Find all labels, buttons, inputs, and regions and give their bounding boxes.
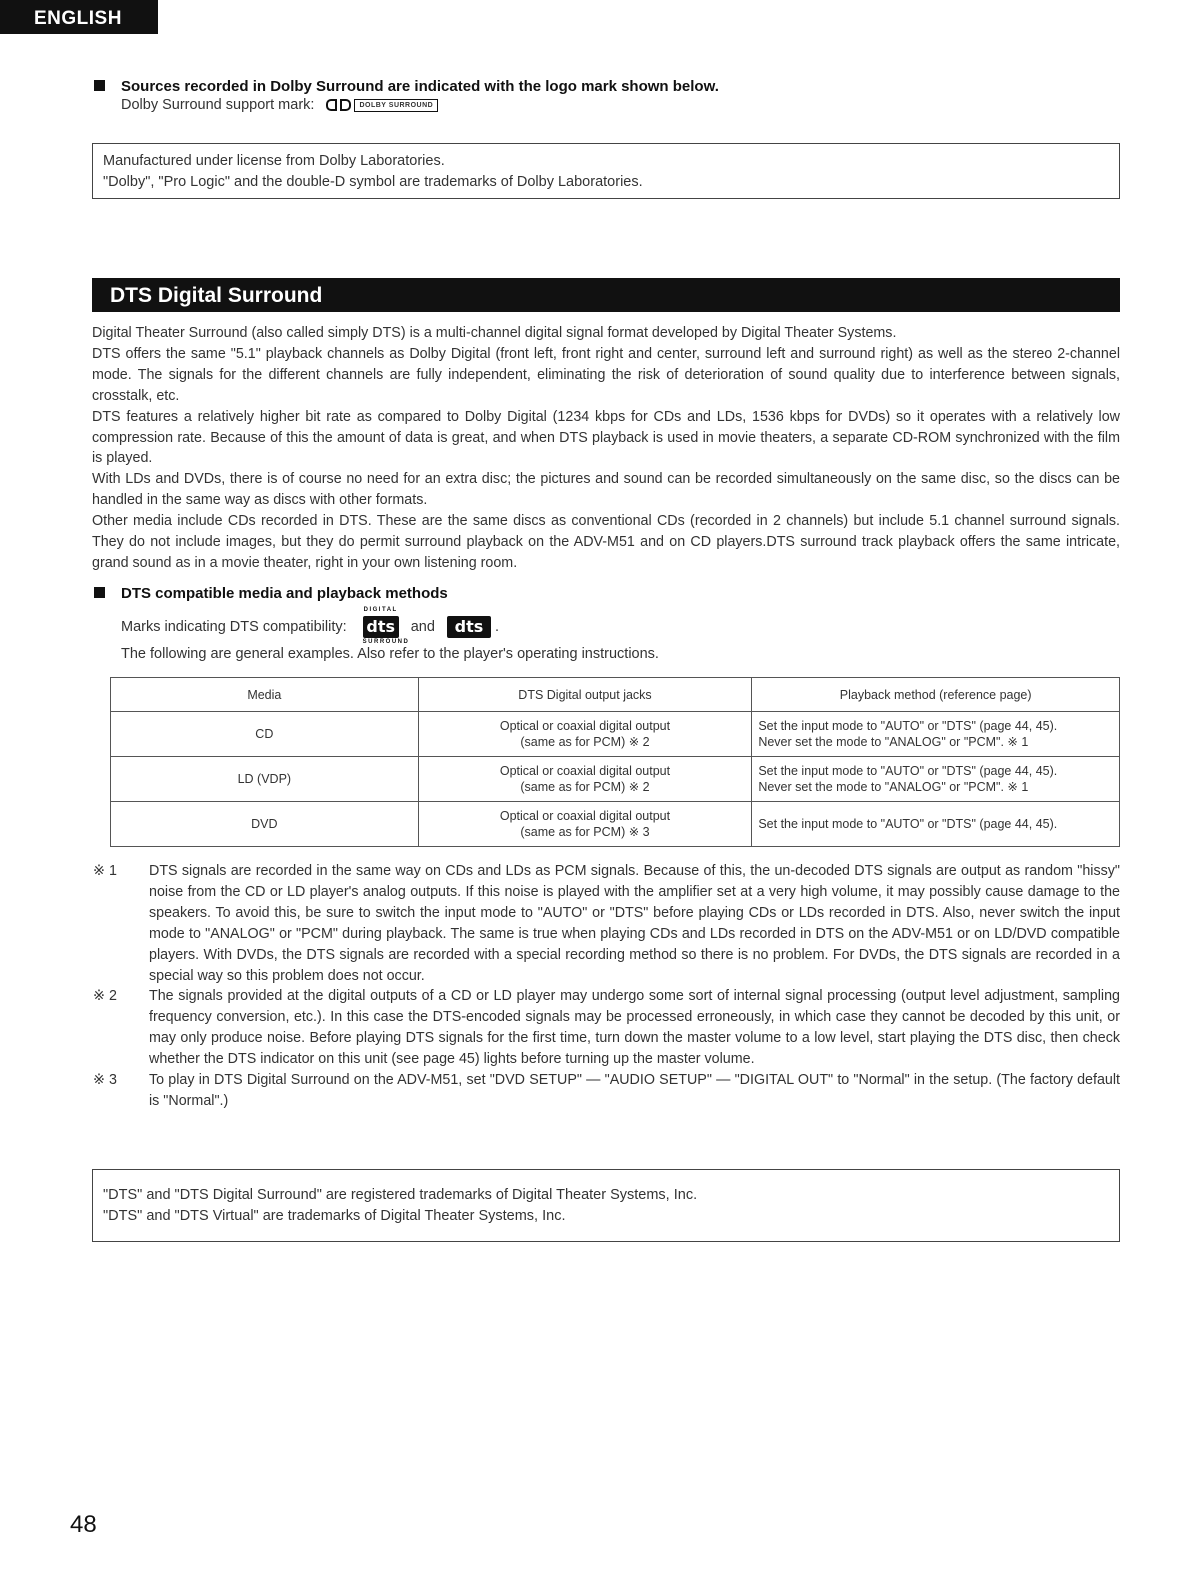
- dts-trademark-line: "DTS" and "DTS Digital Surround" are registered trademarks of Digital Theater Systems, Inc.: [103, 1187, 698, 1203]
- dolby-logo-text: DOLBY SURROUND: [354, 99, 438, 112]
- dts-digital-surround-logo-icon: [362, 607, 410, 645]
- note-text: To play in DTS Digital Surround on the ADV-M51, set "DVD SETUP" — "AUDIO SETUP" — "DIGITAL OUT" to "Normal" in the setup. (The factory default is "Normal".): [149, 1072, 1120, 1109]
- page-number: 48: [70, 1511, 97, 1538]
- note-mark: ※ 3: [93, 1072, 117, 1089]
- note-item: [93, 1070, 1120, 1112]
- media-cell: CD: [111, 712, 419, 757]
- dts-media-table: [110, 677, 1120, 847]
- note-mark: ※ 1: [93, 863, 117, 879]
- dts-examples-note: The following are general examples. Also refer to the player's operating instructions.: [121, 646, 659, 662]
- bullet-square-icon: [94, 587, 105, 598]
- jacks-cell: Optical or coaxial digital output (same as for PCM) ※ 3: [418, 802, 752, 847]
- dts-trademark-line: "DTS" and "DTS Virtual" are trademarks of Digital Theater Systems, Inc.: [103, 1208, 566, 1224]
- dts-logo-text: dts: [363, 616, 399, 638]
- dolby-support-label: Dolby Surround support mark:: [121, 97, 315, 113]
- dolby-license-box: [92, 143, 1120, 199]
- dts-marks-end: .: [494, 618, 499, 635]
- dts-paragraph: Digital Theater Surround (also called simply DTS) is a multi-channel digital signal format developed by Digital Theater Systems.: [92, 325, 897, 341]
- playback-cell: Set the input mode to "AUTO" or "DTS" (page 44, 45).: [752, 802, 1120, 847]
- table-header-cell: Media: [111, 678, 419, 712]
- table-header-cell: Playback method (reference page): [752, 678, 1120, 712]
- dts-paragraph: Other media include CDs recorded in DTS. These are the same discs as conventional CDs (recorded in 2 channels) but include 5.1 channel surround signals. They do not include images, but they do permit surround playback on the ADV-M51 and on CD players.DTS surround track playback offers the same intricate, grand sound as in a movie theater, right in your own listening room.: [92, 513, 1120, 571]
- table-row: [111, 802, 1120, 847]
- jacks-cell: Optical or coaxial digital output (same as for PCM) ※ 2: [418, 757, 752, 802]
- dts-compat-heading-text: DTS compatible media and playback methods: [121, 585, 448, 602]
- dts-marks-and: and: [410, 618, 435, 635]
- table-row: [111, 712, 1120, 757]
- playback-cell: Set the input mode to "AUTO" or "DTS" (page 44, 45). Never set the mode to "ANALOG" or "PCM". ※ 1: [752, 712, 1120, 757]
- note-text: DTS signals are recorded in the same way on CDs and LDs as PCM signals. Because of this, the un-decoded DTS signals are output as random "hissy" noise from the CD or LD player's analog outputs. If this noise is played with the amplifier set at a very high volume, it may possibly cause damage to the speakers. To avoid this, be sure to switch the input mode to "AUTO" or "DTS" before playing CDs or LDs recorded in DTS. Also, never switch the input mode to "ANALOG" or "PCM" during playback. The same is true when playing CDs and LDs recorded in DTS on the ADV-M51 or on LD/DVD compatible players. With DVDs, the DTS signals are recorded with a special recording method so there is no problem. For DVDs, the DTS signals are recorded in a special way so this problem does not occur.: [149, 863, 1120, 984]
- dolby-logo-icon: [326, 99, 438, 112]
- note-item: [93, 861, 1120, 986]
- language-tab: ENGLISH: [0, 0, 158, 34]
- dts-notes: [93, 861, 1120, 1112]
- section-title-dts: DTS Digital Surround: [92, 278, 1120, 312]
- dts-logo-icon: dts: [447, 616, 491, 638]
- jacks-cell: Optical or coaxial digital output (same as for PCM) ※ 2: [418, 712, 752, 757]
- dolby-heading: [94, 78, 719, 95]
- dts-marks-label: Marks indicating DTS compatibility:: [121, 618, 347, 635]
- dts-compat-heading: [94, 585, 448, 602]
- table-row: [111, 757, 1120, 802]
- dolby-support-line: [121, 97, 438, 113]
- dts-paragraph: DTS offers the same "5.1" playback channels as Dolby Digital (front left, front right and center, surround left and surround right) as well as the stereo 2-channel mode. The signals for the different channels are fully independent, eliminating the risk of deterioration of sound quality due to interference between signals, crosstalk, etc.: [92, 345, 1120, 404]
- dts-logo-bottom-text: SURROUND: [362, 639, 410, 645]
- dts-trademark-box: [92, 1169, 1120, 1242]
- note-item: [93, 986, 1120, 1070]
- dts-body-text: [92, 323, 1120, 574]
- playback-cell: Set the input mode to "AUTO" or "DTS" (page 44, 45). Never set the mode to "ANALOG" or "PCM". ※ 1: [752, 757, 1120, 802]
- dolby-license-line: "Dolby", "Pro Logic" and the double-D symbol are trademarks of Dolby Laboratories.: [103, 174, 643, 190]
- dts-marks-line: [121, 607, 499, 645]
- dts-paragraph: DTS features a relatively higher bit rate as compared to Dolby Digital (1234 kbps for CDs and LDs, 1536 kbps for DVDs) so it operates with a relatively low compression rate. Because of this the amount of data is great, and when DTS playback is used in movie theaters, a separate CD-ROM synchronized with the film is played.: [92, 408, 1120, 467]
- note-mark: ※ 2: [93, 988, 117, 1005]
- table-header-row: [111, 678, 1120, 712]
- table-header-cell: DTS Digital output jacks: [418, 678, 752, 712]
- dts-logo-top-text: DIGITAL: [363, 607, 398, 613]
- bullet-square-icon: [94, 80, 105, 91]
- media-cell: LD (VDP): [111, 757, 419, 802]
- dolby-license-line: Manufactured under license from Dolby Laboratories.: [103, 153, 445, 169]
- dolby-heading-text: Sources recorded in Dolby Surround are indicated with the logo mark shown below.: [121, 78, 719, 95]
- dts-paragraph: With LDs and DVDs, there is of course no need for an extra disc; the pictures and sound can be recorded simultaneously on the same disc, so the discs can be handled in the same way as discs with other formats.: [92, 471, 1120, 509]
- media-cell: DVD: [111, 802, 419, 847]
- note-text: The signals provided at the digital outputs of a CD or LD player may undergo some sort of internal signal processing (output level adjustment, sampling frequency conversion, etc.). In this case the DTS-encoded signals may be processed erroneously, in which case they cannot be decoded by this unit, or may only produce noise. Before playing DTS signals for the first time, turn down the master volume to a low level, start playing the DTS disc, then check whether the DTS indicator on this unit (see page 45) lights before turning up the master volume.: [149, 988, 1120, 1068]
